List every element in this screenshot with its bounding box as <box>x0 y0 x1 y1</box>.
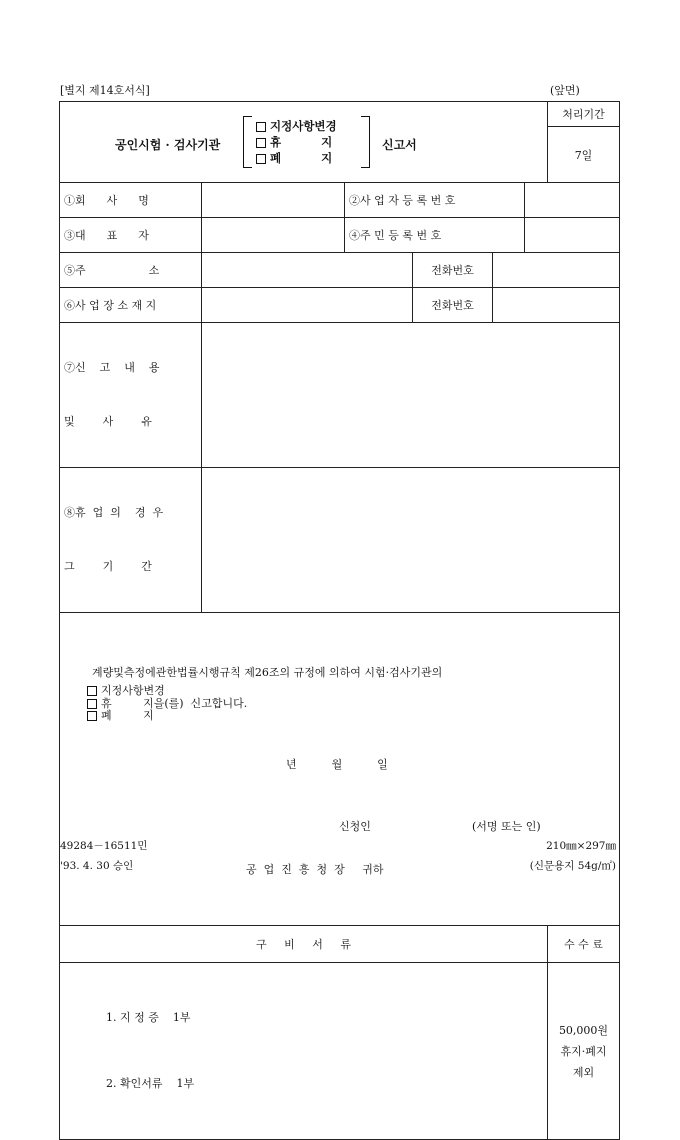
label-phone-2: 전화번호 <box>413 288 493 323</box>
approval-date: '93. 4. 30 승인 <box>60 860 134 872</box>
processing-period-value: 7일 <box>548 127 620 183</box>
input-business-reg-no[interactable] <box>525 183 620 218</box>
processing-period-label: 처리기간 <box>548 102 620 127</box>
paper-size: 210㎜×297㎜ <box>546 840 616 852</box>
label-business-location: ⑥사 업 장 소 재 지 <box>60 288 202 323</box>
statement-option-close: 폐 지 <box>87 710 247 723</box>
statement-area <box>60 613 620 926</box>
checkbox-icon[interactable] <box>256 122 266 132</box>
form-code: 49284－16511민 <box>60 840 148 852</box>
statement-option-suspend: 휴 지을(를) 신고합니다. <box>87 698 247 711</box>
statement-option-change: 지정사항변경 <box>87 685 247 698</box>
doc-item: 2. 확인서류 1부 <box>106 1077 195 1090</box>
label-company-name: ①회 사 명 <box>60 183 202 218</box>
form-title-cell <box>60 102 548 183</box>
title-options-bracket <box>243 116 370 168</box>
input-resident-reg-no[interactable] <box>525 218 620 253</box>
input-address[interactable] <box>202 253 413 288</box>
input-report-content[interactable] <box>202 323 620 468</box>
checkbox-icon[interactable] <box>256 154 266 164</box>
checkbox-icon[interactable] <box>87 699 97 709</box>
label-report-content: ⑦신 고 내 용 및 사 유 <box>60 323 202 468</box>
title-option-suspend: 휴 지 <box>256 134 337 150</box>
label-phone-1: 전화번호 <box>413 253 493 288</box>
checkbox-icon[interactable] <box>87 686 97 696</box>
date-line[interactable]: 년 월 일 <box>286 758 388 771</box>
applicant-label: 신청인 <box>339 820 371 833</box>
statement-line: 계량및측정에관한법률시행규칙 제26조의 규정에 의하여 시험·검사기관의 <box>92 666 443 679</box>
signature-note: (서명 또는 인) <box>472 820 541 833</box>
doc-type-title: 신고서 <box>382 138 417 152</box>
fee-value: 50,000원 휴지·폐지 제외 <box>548 963 620 1140</box>
input-phone-2[interactable] <box>493 288 620 323</box>
input-phone-1[interactable] <box>493 253 620 288</box>
label-representative: ③대 표 자 <box>60 218 202 253</box>
doc-item: 1. 지 정 증 1부 <box>106 1011 191 1024</box>
input-suspension-period[interactable] <box>202 468 620 613</box>
checkbox-icon[interactable] <box>256 138 266 148</box>
page-side-label: (앞면) <box>550 84 580 97</box>
required-docs-header: 구 비 서 류 <box>60 926 548 963</box>
recipient-line: 공 업 진 흥 청 장 귀하 <box>246 863 384 876</box>
report-form <box>59 101 620 1140</box>
title-option-change: 지정사항변경 <box>256 118 337 134</box>
title-option-close: 폐 지 <box>256 150 337 166</box>
paper-type: (신문용지 54g/㎡) <box>529 860 616 872</box>
fee-header: 수 수 료 <box>548 926 620 963</box>
label-resident-reg-no: ④주 민 등 록 번 호 <box>345 218 525 253</box>
label-business-reg-no: ②사 업 자 등 록 번 호 <box>345 183 525 218</box>
input-representative[interactable] <box>202 218 345 253</box>
org-title: 공인시험 · 검사기관 <box>115 138 221 152</box>
form-number: [별지 제14호서식] <box>60 84 150 97</box>
checkbox-icon[interactable] <box>87 711 97 721</box>
input-company-name[interactable] <box>202 183 345 218</box>
label-suspension-period: ⑧휴 업 의 경 우 그 기 간 <box>60 468 202 613</box>
label-address: ⑤주 소 <box>60 253 202 288</box>
statement-options <box>87 685 247 723</box>
input-business-location[interactable] <box>202 288 413 323</box>
required-docs-list <box>60 963 548 1140</box>
